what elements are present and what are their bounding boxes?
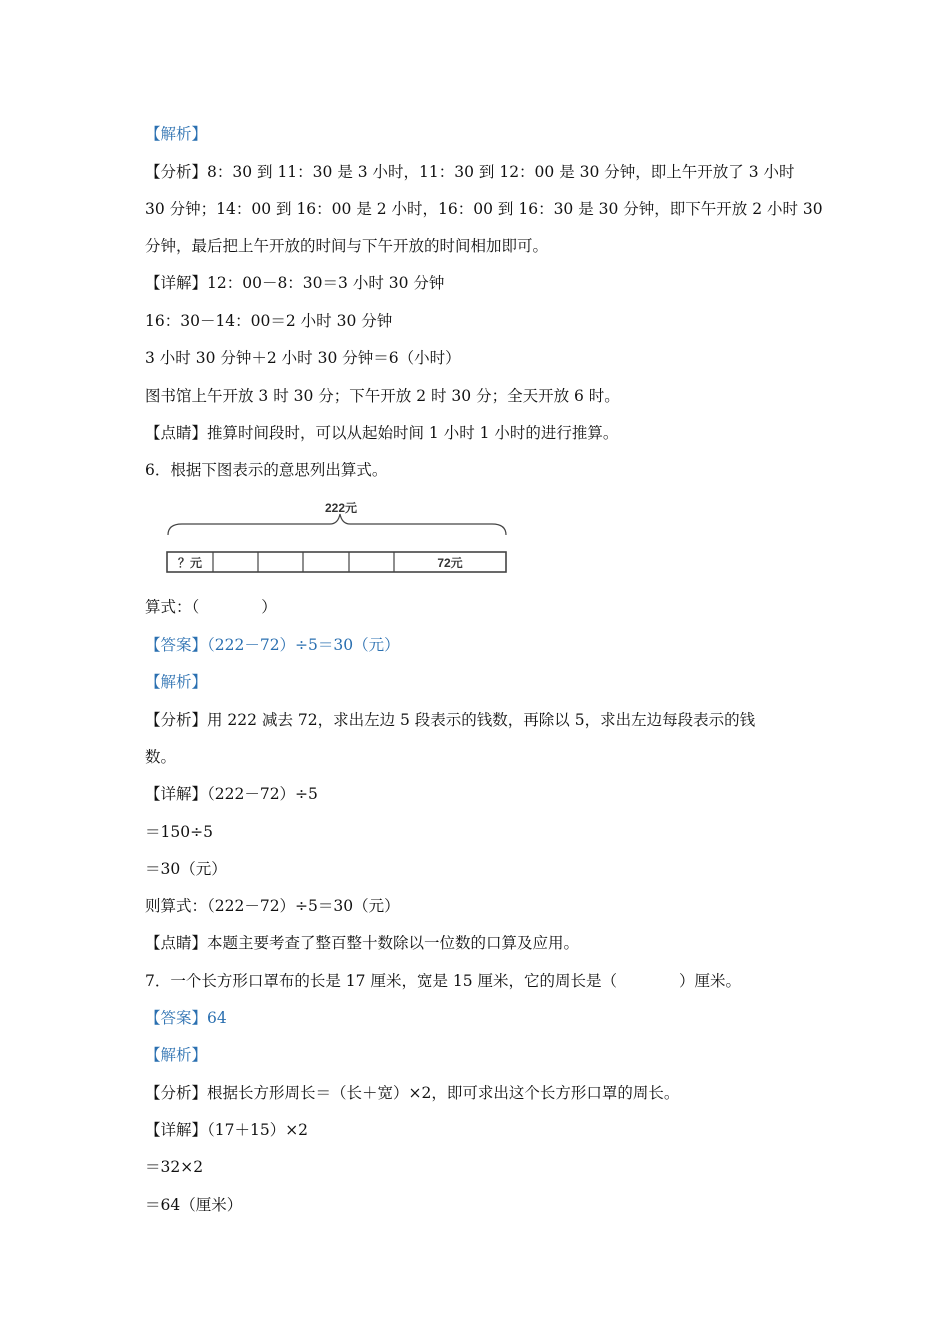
analysis-text-line: 【分析】8：30 到 11：30 是 3 小时，11：30 到 12：00 是 30 分钟，即上午开放了 3 小时 [145, 163, 795, 181]
answer-line: 【答案】64 [145, 1009, 227, 1027]
segment-diagram [160, 495, 512, 577]
question-6: 6．根据下图表示的意思列出算式。 [145, 461, 388, 479]
key-point-line: 【点睛】推算时间段时，可以从起始时间 1 小时 1 小时的进行推算。 [145, 424, 619, 442]
known-segment-label: 72元 [437, 556, 463, 570]
segment-diagram-svg [160, 495, 512, 577]
answer-line: 【答案】（222－72）÷5＝30（元） [145, 636, 400, 654]
unknown-segment-label: ？元 [177, 556, 203, 570]
detail-text-line: ＝32×2 [145, 1158, 204, 1176]
detail-text-line: ＝64（厘米） [145, 1196, 243, 1214]
detail-text-line: 3 小时 30 分钟＋2 小时 30 分钟＝6（小时） [145, 349, 461, 367]
detail-text-line: 【详解】（17＋15）×2 [145, 1121, 309, 1139]
detail-text-line: 【详解】（222－72）÷5 [145, 785, 318, 803]
analysis-heading: 【解析】 [145, 125, 208, 143]
analysis-text-line: 【分析】根据长方形周长＝（长＋宽）×2，即可求出这个长方形口罩的周长。 [145, 1084, 680, 1102]
analysis-heading: 【解析】 [145, 673, 208, 691]
detail-text-line: 16：30－14：00＝2 小时 30 分钟 [145, 312, 393, 330]
formula-blank: 算式：（ ） [145, 598, 277, 616]
question-7: 7．一个长方形口罩布的长是 17 厘米，宽是 15 厘米，它的周长是（ ）厘米。 [145, 972, 742, 990]
analysis-text-line: 30 分钟；14：00 到 16：00 是 2 小时，16：00 到 16：30 是 30 分钟，即下午开放 2 小时 30 [145, 200, 823, 218]
total-brace [168, 514, 506, 535]
detail-text-line: 【详解】12：00－8：30＝3 小时 30 分钟 [145, 274, 445, 292]
detail-text-line: 则算式：（222－72）÷5＝30（元） [145, 897, 400, 915]
detail-text-line: ＝150÷5 [145, 823, 213, 841]
analysis-text-line: 【分析】用 222 减去 72，求出左边 5 段表示的钱数，再除以 5，求出左边每段表示的钱 [145, 711, 756, 729]
total-label: 222元 [324, 501, 358, 515]
detail-text-line: 图书馆上午开放 3 时 30 分；下午开放 2 时 30 分；全天开放 6 时。 [145, 387, 620, 405]
analysis-heading: 【解析】 [145, 1046, 208, 1064]
detail-text-line: ＝30（元） [145, 860, 227, 878]
key-point-line: 【点睛】本题主要考查了整百整十数除以一位数的口算及应用。 [145, 934, 580, 952]
analysis-text-line: 分钟，最后把上午开放的时间与下午开放的时间相加即可。 [145, 237, 549, 255]
analysis-text-line: 数。 [145, 748, 177, 766]
